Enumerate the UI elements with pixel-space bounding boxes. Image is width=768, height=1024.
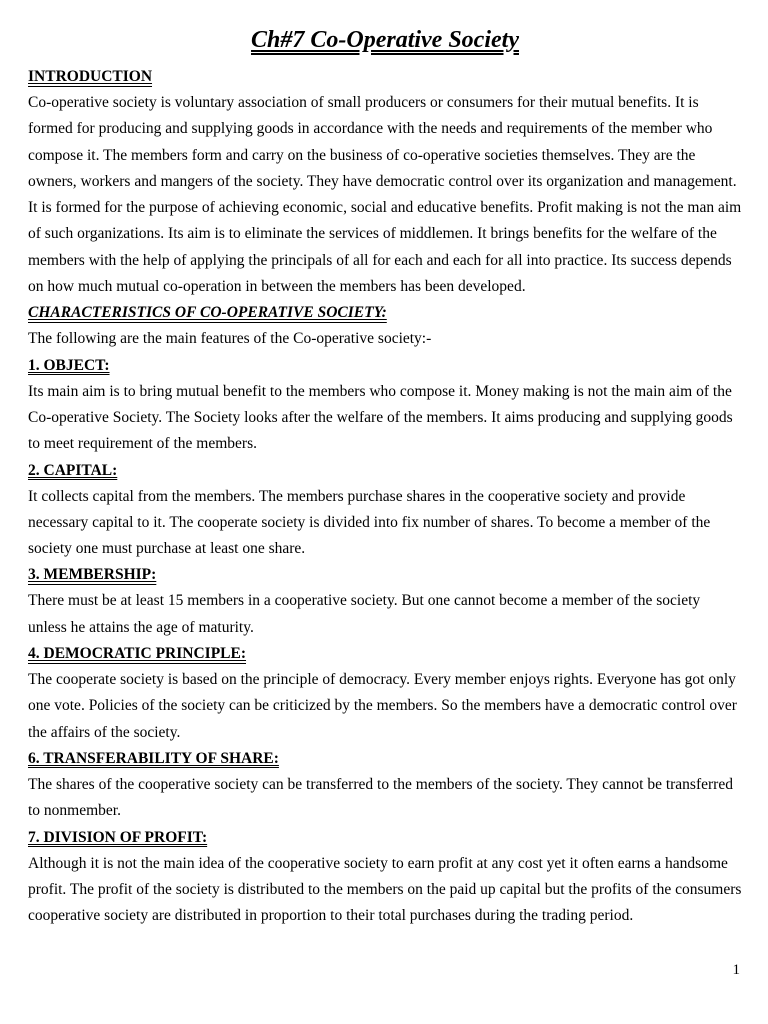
section-capital xyxy=(28,458,742,563)
section-division-of-profit xyxy=(28,825,742,930)
section-heading: 7. DIVISION OF PROFIT: xyxy=(28,828,208,846)
section-democratic-principle xyxy=(28,641,742,746)
section-characteristics xyxy=(28,300,742,352)
section-heading: 1. OBJECT: xyxy=(28,356,110,374)
section-heading: 6. TRANSFERABILITY OF SHARE: xyxy=(28,749,279,767)
section-membership xyxy=(28,562,742,641)
section-paragraph: The shares of the cooperative society can be transferred to the members of the society. They cannot be transferred to nonmember. xyxy=(28,775,733,820)
section-heading: 4. DEMOCRATIC PRINCIPLE: xyxy=(28,645,247,663)
section-paragraph: Although it is not the main idea of the cooperative society to earn profit at any cost yet it often earns a handsome profit. The profit of the society is distributed to the members on the paid up capital but the profits of the consumers cooperative society are distributed in proportion to their total purchases during the trading period. xyxy=(28,854,742,925)
section-paragraph: Co-operative society is voluntary association of small producers or consumers for their mutual benefits. It is formed for producing and supplying goods in accordance with the needs and requirements of the member who compose it. The members form and carry on the business of co-operative societies themselves. They are the owners, workers and mangers of the society. They have democratic control over its organization and management. It is formed for the purpose of achieving economic, social and educative benefits. Profit making is not the man aim of such organizations. Its aim is to eliminate the services of middlemen. It brings benefits for the welfare of the members with the help of applying the principals of all for each and each for all into practice. Its success depends on how much mutual co-operation in between the members has been developed. xyxy=(28,94,742,296)
section-paragraph: Its main aim is to bring mutual benefit to the members who compose it. Money making is not the main aim of the Co-operative Society. The Society looks after the welfare of the members. It aims producing and supplying goods to meet requirement of the members. xyxy=(28,382,733,453)
section-heading: 2. CAPITAL: xyxy=(28,461,118,479)
document-page xyxy=(28,22,742,929)
section-paragraph: There must be at least 15 members in a cooperative society. But one cannot become a member of the society unless he attains the age of maturity. xyxy=(28,592,701,636)
section-object xyxy=(28,353,742,458)
section-transferability xyxy=(28,746,742,825)
section-heading: CHARACTERISTICS OF CO-OPERATIVE SOCIETY: xyxy=(28,304,387,322)
section-paragraph: The cooperate society is based on the principle of democracy. Every member enjoys rights. Everyone has got only one vote. Policies of the society can be criticized by the members. So the members have a democratic control over the affairs of the society. xyxy=(28,671,737,741)
section-heading: INTRODUCTION xyxy=(28,68,153,85)
page-title: Ch#7 Co-Operative Society xyxy=(251,27,519,53)
section-paragraph: It collects capital from the members. The members purchase shares in the cooperative society and provide necessary capital to it. The cooperate society is divided into fix number of shares. To become a member of the society one must purchase at least one share. xyxy=(28,487,711,558)
section-introduction xyxy=(28,64,742,300)
section-heading: 3. MEMBERSHIP: xyxy=(28,566,157,584)
section-paragraph: The following are the main features of the Co-operative society:- xyxy=(28,330,432,348)
page-number: 1 xyxy=(732,962,740,978)
